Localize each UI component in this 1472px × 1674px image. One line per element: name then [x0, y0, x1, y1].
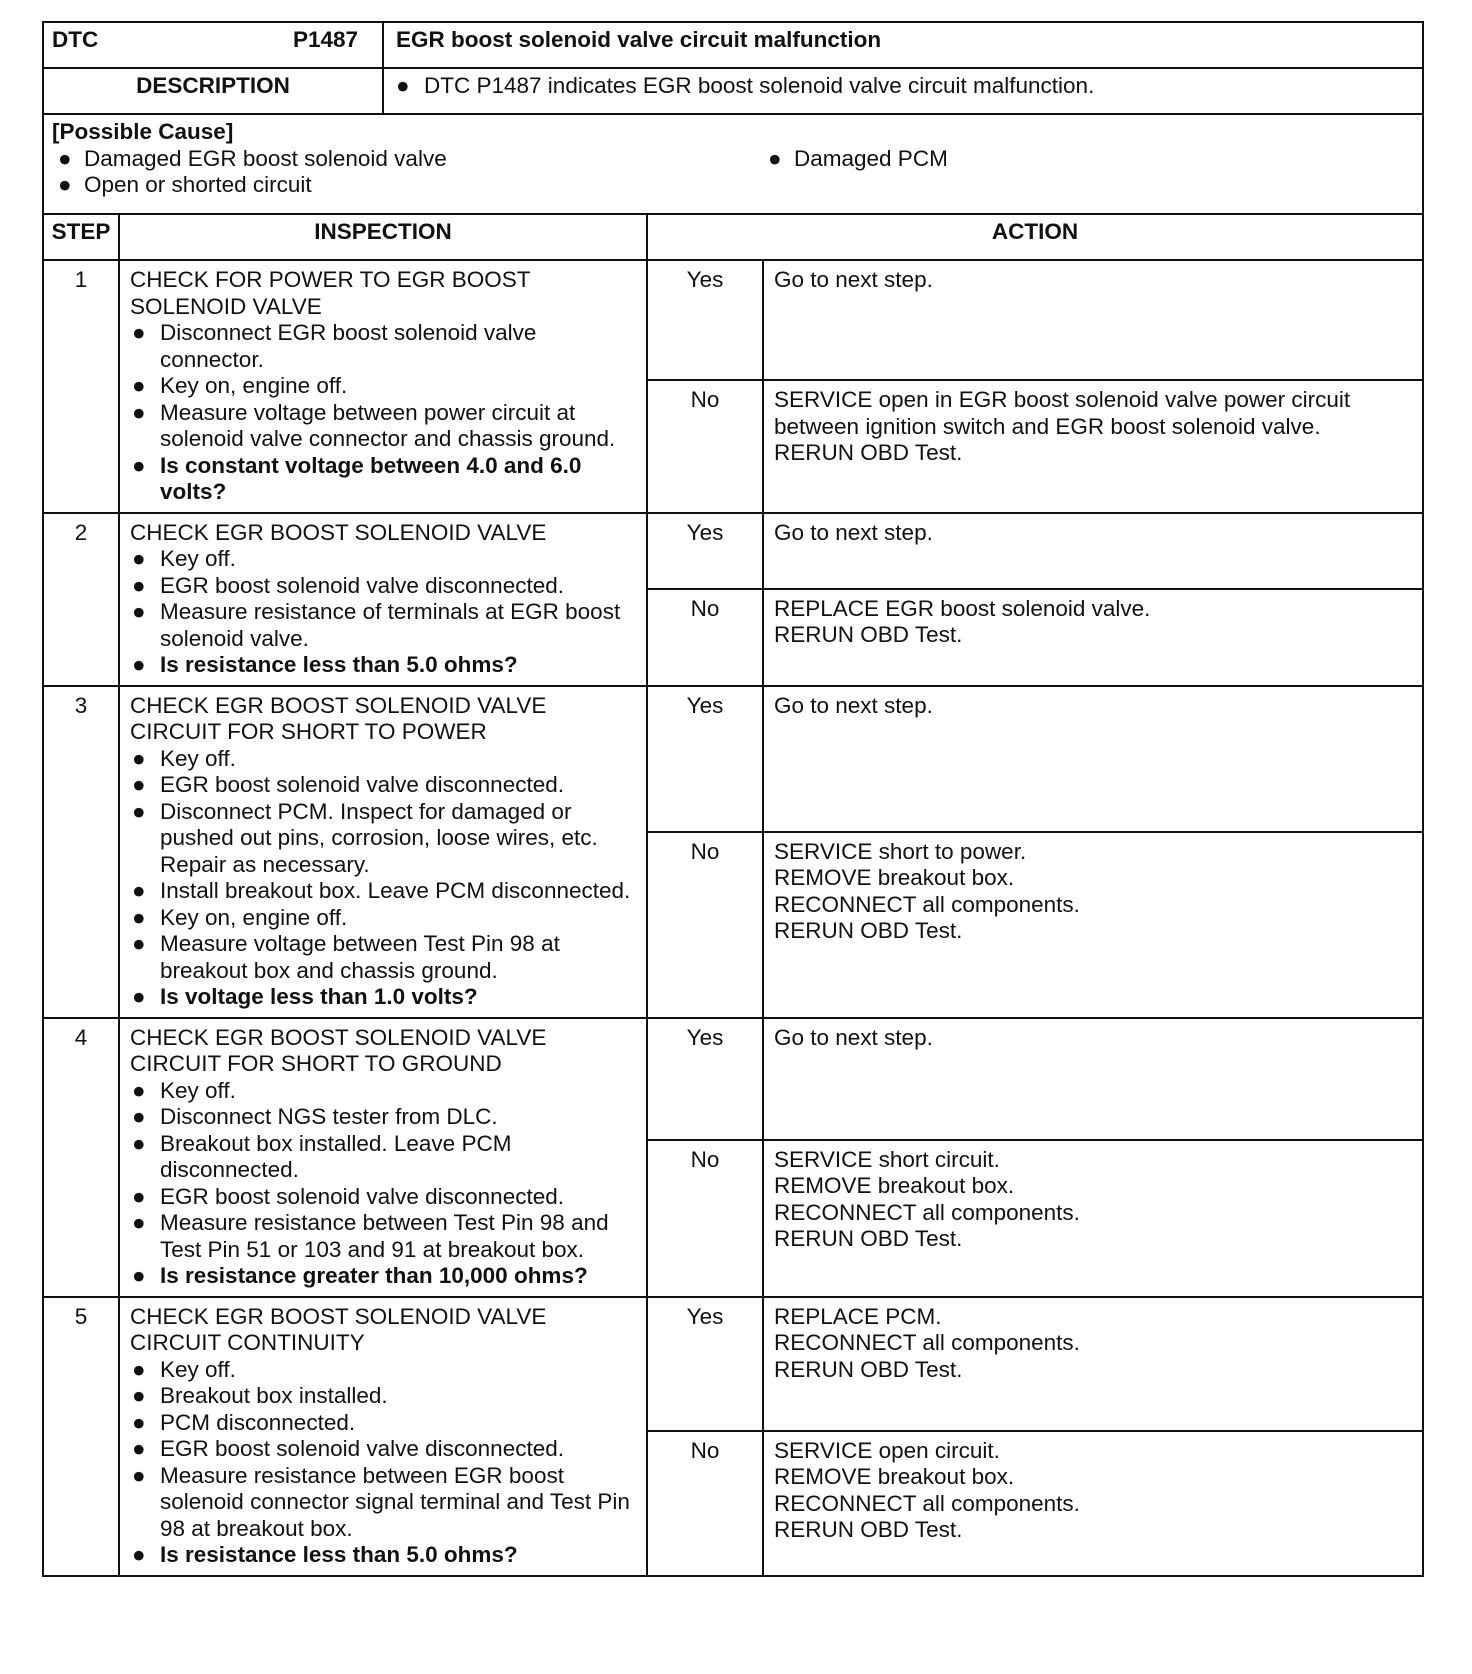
bullet-icon: ●: [132, 984, 146, 1009]
yes-action: [763, 513, 1423, 589]
inspection-item: ● Measure resistance between EGR boost solenoid connector signal terminal and Test Pin 98 at breakout box.: [132, 1462, 630, 1541]
action-line: RECONNECT all components.: [774, 891, 1080, 917]
action-line: REMOVE breakout box.: [774, 865, 1015, 890]
inspection-question: ● Is resistance less than 5.0 ohms?: [132, 1542, 518, 1567]
bullet-icon: ●: [132, 745, 146, 771]
bullet-icon: ●: [132, 931, 146, 956]
inspection-question: ● Is resistance less than 5.0 ohms?: [132, 652, 518, 677]
action-line: RERUN OBD Test.: [774, 918, 963, 943]
action-line: REMOVE breakout box.: [774, 1464, 1015, 1489]
bullet-icon: ●: [132, 1183, 146, 1209]
inspection-item: ● Measure resistance between Test Pin 98 and Test Pin 51 or 103 and 91 at breakout box.: [132, 1210, 609, 1262]
column-action: ACTION: [647, 214, 1423, 260]
action-line: RERUN OBD Test.: [774, 440, 963, 465]
action-line: SERVICE short to power.: [774, 838, 1027, 864]
bullet-icon: ●: [768, 145, 782, 171]
dtc-code: P1487: [292, 27, 358, 52]
inspection-item: ● Disconnect EGR boost solenoid valve connector.: [132, 320, 537, 372]
inspection-cell: [119, 1018, 647, 1297]
bullet-icon: ●: [132, 546, 146, 571]
description-cell: [383, 68, 1423, 114]
step-number: 4: [43, 1018, 119, 1297]
inspection-item: ● EGR boost solenoid valve disconnected.: [132, 1436, 564, 1461]
bullet-icon: ●: [132, 1356, 146, 1382]
no-label: No: [647, 832, 763, 1018]
inspection-item: ● Disconnect PCM. Inspect for damaged or pushed out pins, corrosion, loose wires, etc. Repair as necessary.: [132, 798, 598, 877]
description-row: [43, 68, 1423, 114]
yes-label: Yes: [647, 513, 763, 589]
action-line: RERUN OBD Test.: [774, 1226, 963, 1251]
step-row-3: [43, 686, 1423, 832]
inspection-item: ● EGR boost solenoid valve disconnected.: [132, 572, 564, 598]
cause-item: ● Damaged PCM: [762, 146, 1414, 173]
step-title: CHECK EGR BOOST SOLENOID VALVE CIRCUIT FOR SHORT TO GROUND: [130, 1024, 547, 1076]
action-line: Go to next step.: [774, 1024, 933, 1050]
bullet-icon: ●: [132, 1462, 146, 1488]
bullet-icon: ●: [132, 878, 146, 903]
no-action: [763, 1140, 1423, 1297]
bullet-icon: ●: [132, 1436, 146, 1461]
inspection-cell: [119, 686, 647, 1018]
action-line: SERVICE short circuit.: [774, 1146, 1000, 1172]
no-action: [763, 1431, 1423, 1576]
possible-cause-left: [52, 146, 762, 199]
inspection-cell: [119, 1297, 647, 1576]
bullet-icon: ●: [132, 572, 146, 598]
step-title: CHECK EGR BOOST SOLENOID VALVE: [130, 519, 547, 545]
inspection-item: ● EGR boost solenoid valve disconnected.: [132, 1183, 564, 1209]
no-action: [763, 589, 1423, 686]
bullet-icon: ●: [132, 373, 146, 398]
bullet-icon: ●: [132, 652, 146, 677]
action-line: SERVICE open in EGR boost solenoid valve power circuit between ignition switch and EGR boost solenoid valve.: [774, 387, 1351, 439]
action-line: Go to next step.: [774, 519, 933, 545]
action-line: RERUN OBD Test.: [774, 622, 963, 647]
step-row-2: [43, 513, 1423, 589]
no-label: No: [647, 380, 763, 513]
yes-label: Yes: [647, 686, 763, 832]
bullet-icon: ●: [132, 1409, 146, 1435]
step-number: 3: [43, 686, 119, 1018]
inspection-item: ● EGR boost solenoid valve disconnected.: [132, 772, 564, 797]
possible-cause-heading: [Possible Cause]: [52, 119, 234, 144]
description-text: DTC P1487 indicates EGR boost solenoid valve circuit malfunction.: [424, 73, 1095, 98]
step-number: 5: [43, 1297, 119, 1576]
cause-item: ● Damaged EGR boost solenoid valve: [52, 146, 762, 173]
inspection-item: ● Measure voltage between power circuit at solenoid valve connector and chassis ground.: [132, 399, 616, 451]
inspection-item: ● Key off.: [132, 1077, 236, 1103]
action-line: REMOVE breakout box.: [774, 1173, 1015, 1198]
inspection-item: ● Key off.: [132, 1356, 236, 1382]
action-line: RECONNECT all components.: [774, 1199, 1080, 1225]
step-row-5: [43, 1297, 1423, 1431]
bullet-icon: ●: [132, 1542, 146, 1567]
no-label: No: [647, 1140, 763, 1297]
inspection-item: ● Key off.: [132, 546, 236, 571]
action-line: REPLACE PCM.: [774, 1303, 942, 1329]
dtc-cell: [43, 22, 383, 68]
dtc-table: [42, 21, 1424, 1577]
no-action: [763, 832, 1423, 1018]
action-line: SERVICE open circuit.: [774, 1437, 1000, 1463]
yes-action: [763, 1297, 1423, 1431]
inspection-question: ● Is voltage less than 1.0 volts?: [132, 984, 478, 1009]
bullet-icon: ●: [132, 798, 146, 824]
inspection-question: ● Is resistance greater than 10,000 ohms?: [132, 1263, 588, 1288]
no-action: [763, 380, 1423, 513]
action-line: RERUN OBD Test.: [774, 1517, 963, 1542]
inspection-cell: [119, 513, 647, 686]
column-inspection: INSPECTION: [119, 214, 647, 260]
bullet-icon: ●: [132, 399, 146, 425]
action-line: RECONNECT all components.: [774, 1330, 1080, 1355]
column-step: STEP: [43, 214, 119, 260]
inspection-item: ● Key on, engine off.: [132, 904, 348, 930]
diagnostic-sheet: [42, 21, 1422, 1577]
yes-label: Yes: [647, 1297, 763, 1431]
description-label: DESCRIPTION: [43, 68, 383, 114]
inspection-item: ● Breakout box installed. Leave PCM disconnected.: [132, 1130, 512, 1182]
dtc-label: DTC: [52, 27, 99, 52]
cause-item: ● Open or shorted circuit: [52, 172, 762, 199]
bullet-icon: ●: [396, 73, 410, 98]
bullet-icon: ●: [132, 1130, 146, 1156]
dtc-title: EGR boost solenoid valve circuit malfunction: [383, 22, 1423, 68]
bullet-icon: ●: [58, 145, 72, 171]
action-line: Go to next step.: [774, 267, 933, 292]
inspection-item: ● Key on, engine off.: [132, 373, 348, 398]
inspection-item: ● Key off.: [132, 745, 236, 771]
step-title: CHECK FOR POWER TO EGR BOOST SOLENOID VALVE: [130, 267, 531, 319]
inspection-item: ● Measure voltage between Test Pin 98 at breakout box and chassis ground.: [132, 931, 560, 983]
step-number: 1: [43, 260, 119, 513]
bullet-icon: ●: [132, 1263, 146, 1288]
bullet-icon: ●: [132, 1383, 146, 1408]
step-row-4: [43, 1018, 1423, 1140]
inspection-question: ● Is constant voltage between 4.0 and 6.0 volts?: [132, 452, 582, 504]
step-number: 2: [43, 513, 119, 686]
header-row: [43, 22, 1423, 68]
action-line: RERUN OBD Test.: [774, 1356, 963, 1382]
inspection-item: ● PCM disconnected.: [132, 1409, 356, 1435]
bullet-icon: ●: [132, 599, 146, 624]
bullet-icon: ●: [132, 904, 146, 930]
yes-action: [763, 686, 1423, 832]
bullet-icon: ●: [132, 452, 146, 478]
step-row-1: [43, 260, 1423, 380]
yes-action: [763, 1018, 1423, 1140]
inspection-item: ● Measure resistance of terminals at EGR boost solenoid valve.: [132, 599, 621, 651]
inspection-item: ● Disconnect NGS tester from DLC.: [132, 1104, 498, 1129]
action-line: REPLACE EGR boost solenoid valve.: [774, 595, 1151, 621]
action-line: Go to next step.: [774, 692, 933, 718]
bullet-icon: ●: [132, 1210, 146, 1235]
column-header-row: [43, 214, 1423, 260]
dtc-table-body: [43, 22, 1423, 1576]
inspection-cell: [119, 260, 647, 513]
bullet-icon: ●: [132, 320, 146, 345]
bullet-icon: ●: [132, 772, 146, 797]
no-label: No: [647, 1431, 763, 1576]
inspection-item: ● Breakout box installed.: [132, 1383, 388, 1408]
inspection-item: ● Install breakout box. Leave PCM disconnected.: [132, 878, 631, 903]
no-label: No: [647, 589, 763, 686]
bullet-icon: ●: [58, 172, 72, 197]
possible-cause-right: [762, 146, 1414, 199]
step-title: CHECK EGR BOOST SOLENOID VALVE CIRCUIT CONTINUITY: [130, 1303, 547, 1355]
step-title: CHECK EGR BOOST SOLENOID VALVE CIRCUIT FOR SHORT TO POWER: [130, 692, 547, 744]
possible-cause-cell: [43, 114, 1423, 214]
bullet-icon: ●: [132, 1104, 146, 1129]
yes-action: [763, 260, 1423, 380]
possible-cause-row: [43, 114, 1423, 214]
action-line: RECONNECT all components.: [774, 1490, 1080, 1516]
yes-label: Yes: [647, 1018, 763, 1140]
yes-label: Yes: [647, 260, 763, 380]
bullet-icon: ●: [132, 1077, 146, 1103]
